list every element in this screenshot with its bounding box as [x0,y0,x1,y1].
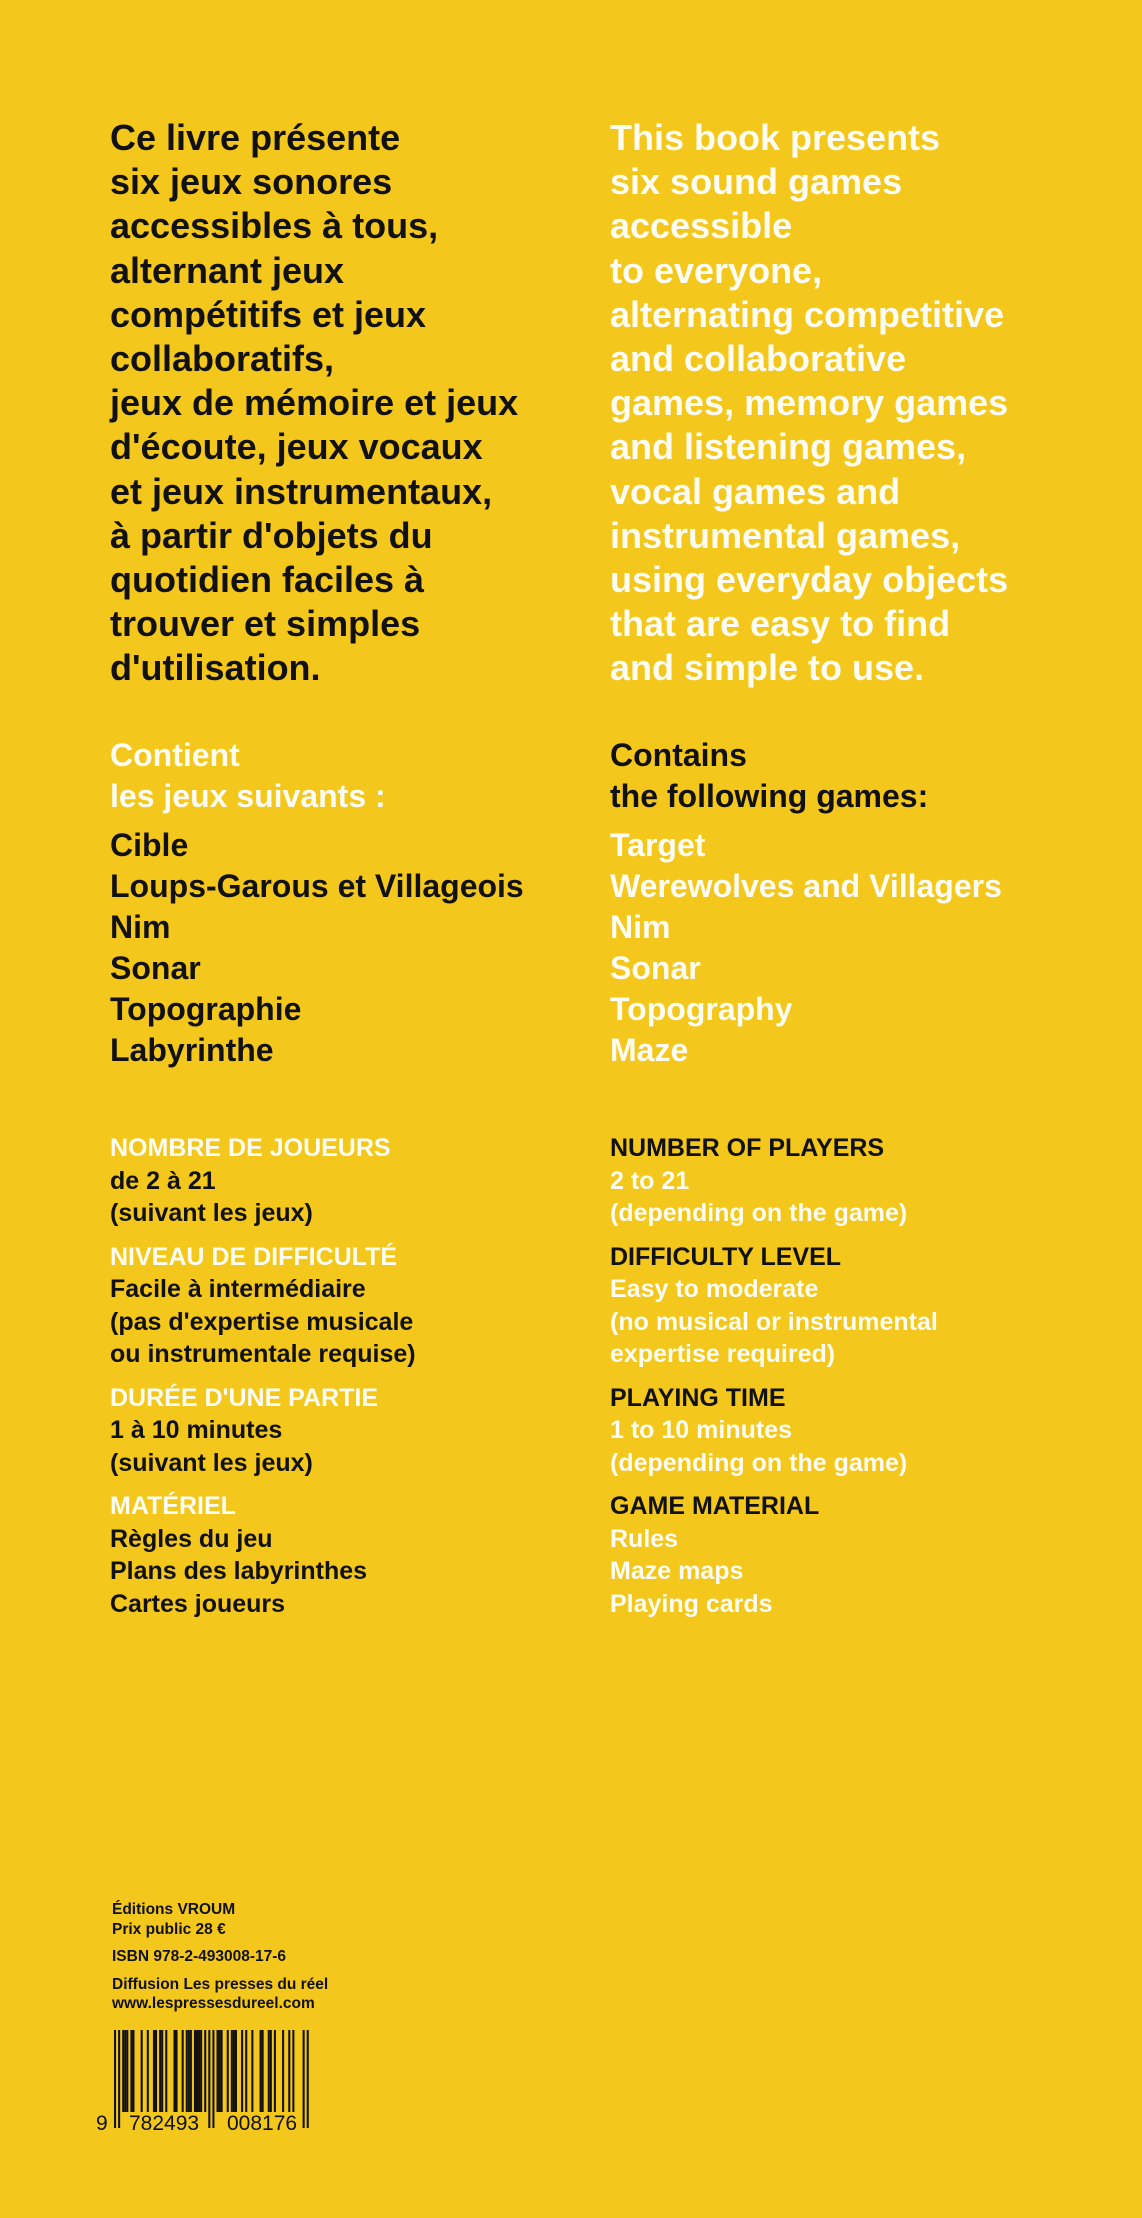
barcode-bar [245,2030,247,2112]
barcode-bar [118,2030,120,2128]
intro-fr-line: trouver et simples [110,603,421,645]
game-item: Nim [110,909,171,945]
price: Prix public 28 € [112,1920,226,1938]
barcode-bar [233,2030,235,2112]
barcode-bar [307,2030,309,2128]
intro-en-line: alternating competitive [610,293,1005,335]
game-item: Labyrinthe [110,1032,274,1068]
barcode-bar [124,2030,126,2112]
spec-duration [110,1382,630,1480]
spec-value: Plans des labyrinthes [110,1557,368,1585]
barcode-bar [173,2030,175,2112]
barcode-bar [196,2030,198,2112]
intro-fr-line: accessibles à tous, [110,205,439,247]
spec-value: Règles du jeu [110,1524,273,1553]
barcode-bar [212,2030,214,2128]
intro-fr-line: compétitifs et jeux [110,293,427,335]
intro-en-line: and listening games, [610,426,967,468]
barcode-bar [288,2030,290,2112]
spec-value: 2 to 21 [610,1166,690,1195]
barcode-bar [235,2030,237,2112]
spec-label: NOMBRE DE JOUEURS [110,1134,391,1162]
games-heading-en [610,735,1130,817]
intro-fr-line: Ce livre présente [110,117,401,158]
barcode-bar [182,2030,184,2112]
intro-fr-line: et jeux instrumentaux, [110,470,493,512]
intro-en-line: games, memory games [610,382,1009,424]
intro-en-line: and collaborative [610,338,907,380]
intro-fr-line: quotidien faciles à [110,559,425,601]
spec-value: (depending on the game) [610,1448,908,1477]
spec-material [110,1490,630,1620]
intro-en [610,116,1130,691]
spec-value: (pas d'expertise musicale [110,1307,414,1336]
barcode-bar [231,2030,233,2112]
barcode-bar [204,2030,206,2112]
games-heading-fr [110,735,630,817]
barcode-bar [262,2030,264,2112]
intro-fr-line: à partir d'objets du [110,514,433,556]
spec-value: Easy to moderate [610,1275,819,1303]
barcode-right-digits: 008176 [227,2112,298,2135]
intro-fr-line: d'utilisation. [110,647,321,689]
spec-value: de 2 à 21 [110,1166,216,1195]
barcode-first-digit: 9 [96,2112,108,2135]
distribution: Diffusion Les presses du réel [112,1975,329,1993]
spec-value: Rules [610,1524,679,1553]
barcode-bar [227,2030,229,2112]
barcode-left-digits: 782493 [129,2112,200,2135]
barcode-bar [159,2030,161,2112]
barcode-bar [270,2030,272,2112]
specs-en [610,1132,1130,1631]
intro-fr-line: jeux de mémoire et jeux [110,382,519,424]
game-item: Sonar [610,950,701,986]
barcode-bar [190,2030,192,2112]
spec-players [110,1132,630,1230]
game-item: Maze [610,1032,689,1068]
barcode-bar [126,2030,128,2112]
barcode-bar [188,2030,190,2112]
barcode-bar [219,2030,221,2112]
spec-value: 1 to 10 minutes [610,1416,792,1444]
barcode-bar [155,2030,157,2112]
barcode-bar [122,2030,124,2112]
barcode-bar [176,2030,178,2112]
barcode-bar [260,2030,262,2112]
intro-en-line: that are easy to find [610,603,951,645]
intro-fr [110,116,630,691]
spec-duration [610,1382,1130,1480]
barcode-bar [165,2030,167,2112]
barcode-bar [221,2030,223,2112]
intro-en-line: instrumental games, [610,514,961,556]
barcode-bar [251,2030,253,2112]
game-item: Loups-Garous et Villageois [110,868,524,904]
barcode-bar [114,2030,116,2128]
publisher: Éditions VROUM [112,1901,236,1918]
barcode-bar [147,2030,149,2112]
game-item: Cible [110,827,189,863]
barcode-bar [282,2030,284,2112]
games-list-fr [110,825,630,1071]
spec-players [610,1132,1130,1230]
barcode-bar [303,2030,305,2128]
spec-value: ou instrumentale requise) [110,1340,416,1368]
barcode-bar [153,2030,155,2112]
spec-value: Cartes joueurs [110,1589,286,1618]
barcode-bar [200,2030,202,2112]
barcode-bar [132,2030,134,2112]
spec-value: Maze maps [610,1557,744,1585]
barcode-bar [161,2030,163,2112]
specs-fr [110,1132,630,1631]
barcode-bar [141,2030,143,2112]
spec-value: (no musical or instrumental [610,1307,938,1336]
intro-fr-line: alternant jeux [110,249,345,291]
barcode-bar [194,2030,196,2112]
game-item: Topography [610,991,793,1027]
games-list-en [610,825,1130,1071]
spec-difficulty [610,1241,1130,1371]
spec-value: (suivant les jeux) [110,1448,313,1477]
barcode-bar [130,2030,132,2112]
game-item: Sonar [110,950,201,986]
barcode-bar [186,2030,188,2112]
spec-label: NIVEAU DE DIFFICULTÉ [110,1242,398,1271]
barcode-bar [241,2030,243,2112]
spec-value: (suivant les jeux) [110,1199,313,1227]
website: www.lespressesdureel.com [112,1995,315,2012]
games-heading-line: les jeux suivants : [110,778,386,814]
intro-en-line: This book presents [610,117,941,158]
intro-en-line: and simple to use. [610,647,925,689]
barcode-bar [198,2030,200,2112]
spec-label: PLAYING TIME [610,1383,786,1412]
games-section-fr [110,735,630,1071]
games-section-en [610,735,1130,1071]
games-heading-line: the following games: [610,778,929,814]
spec-label: NUMBER OF PLAYERS [610,1134,885,1162]
spec-value: Facile à intermédiaire [110,1275,366,1303]
intro-fr-line: d'écoute, jeux vocaux [110,426,483,468]
spec-label: DURÉE D'UNE PARTIE [110,1383,379,1412]
intro-en-line: accessible [610,205,793,247]
intro-en-line: using everyday objects [610,559,1009,601]
game-item: Topographie [110,991,302,1027]
intro-en-line: to everyone, [610,249,823,291]
spec-label: GAME MATERIAL [610,1492,820,1520]
game-item: Werewolves and Villagers [610,868,1002,904]
barcode-bar [274,2030,276,2112]
intro-fr-line: collaboratifs, [110,338,335,380]
game-item: Target [610,827,706,863]
isbn: ISBN 978-2-493008-17-6 [112,1948,287,1965]
barcode-bar [208,2030,210,2128]
spec-label: DIFFICULTY LEVEL [610,1242,842,1271]
spec-value: 1 à 10 minutes [110,1416,283,1444]
intro-fr-line: six jeux sonores [110,161,393,203]
barcode-bar [217,2030,219,2112]
game-item: Nim [610,909,671,945]
games-heading-line: Contains [610,737,747,773]
spec-value: Playing cards [610,1589,773,1618]
intro-en-line: six sound games [610,161,903,203]
barcode-bar [268,2030,270,2112]
spec-label: MATÉRIEL [110,1492,236,1520]
intro-en-line: vocal games and [610,470,901,512]
spec-value: (depending on the game) [610,1199,908,1227]
imprint [112,1900,328,2014]
spec-difficulty [110,1241,630,1371]
spec-value: expertise required) [610,1340,836,1368]
games-heading-line: Contient [110,737,240,773]
spec-material [610,1490,1130,1620]
barcode-bar [292,2030,294,2112]
